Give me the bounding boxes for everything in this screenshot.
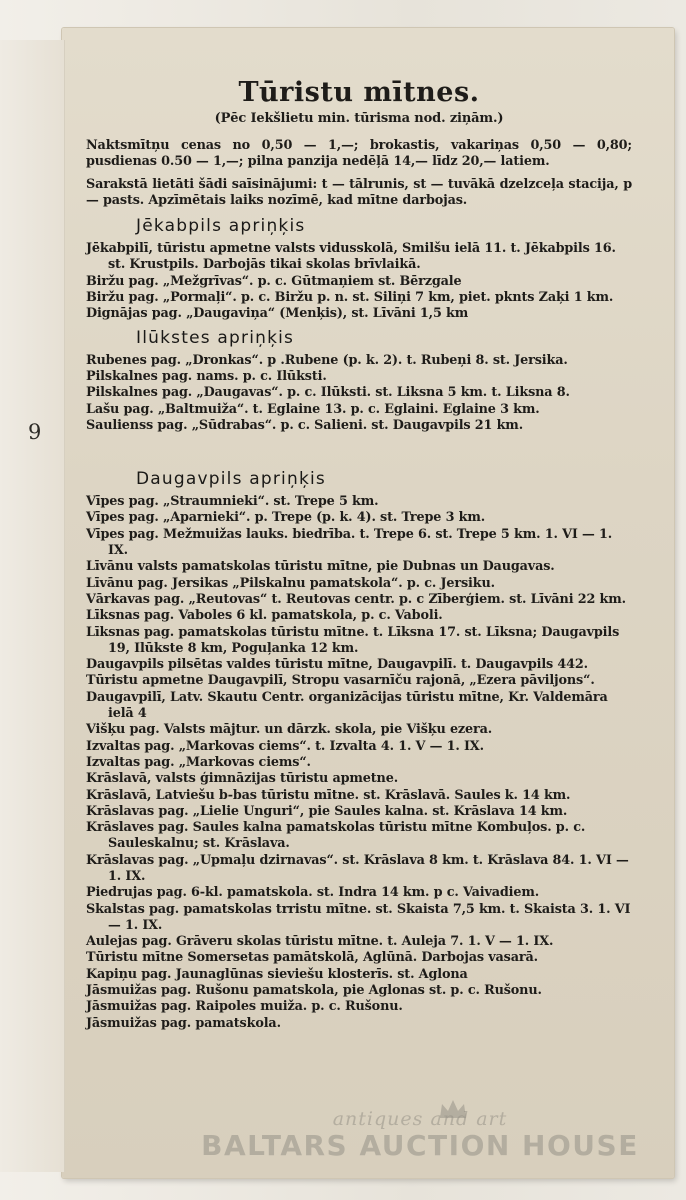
list-item: Tūristu apmetne Daugavpilī, Stropu vasarnīču rajonā, „Ezera pāviljons“. [86,673,595,689]
list-item: Izvaltas pag. „Markovas ciems“. [86,754,311,770]
list-item: Tūristu mītne Somersetas pamātskolā, Aglūnā. Darbojas vasarā. [86,950,538,966]
list-item: Višķu pag. Valsts mājtur. un dārzk. skola, pie Višķu ezera. [86,722,493,738]
watermark-brand: BALTARS AUCTION HOUSE [201,1129,639,1162]
list-item: Vīpes pag. Mežmuižas lauks. biedrība. t. Trepe 6. st. Trepe 5 km. 1. VI — 1. IX. [86,526,613,559]
list-item: Skalstas pag. pamatskolas trristu mītne. st. Skaista 7,5 km. t. Skaista 3. 1. VI — 1. IX. [86,901,631,933]
list-item: Biržu pag. „Mežgrīvas“. p. c. Gūtmaņiem st. Bērzgale [86,273,462,289]
list-item: Līksnas pag. Vaboles 6 kl. pamatskola, p. c. Vaboli. [86,608,443,624]
section-jekabpils [86,215,632,322]
list-item: Aulejas pag. Grāveru skolas tūristu mītne. t. Auleja 7. 1. V — 1. IX. [86,934,554,950]
list-item: Pilskalnes pag. nams. p. c. Ilūksti. [86,368,327,384]
list-item: Vīpes pag. „Aparnieki“. p. Trepe (p. k. 4). st. Trepe 3 km. [86,510,486,526]
section-ilukste [86,327,632,434]
section-heading: Daugavpils apriņķis [136,469,326,490]
list-item: Jēkabpilī, tūristu apmetne valsts vidusskolā, Smilšu ielā 11. t. Jēkabpils 16. st. Krustpils. Darbojās tikai skolas brīvlaikā. [86,241,616,273]
list-item: Pilskalnes pag. „Daugavas“. p. c. Ilūksti. st. Liksna 5 km. t. Liksna 8. [86,385,570,401]
list-item: Krāslavas pag. „Upmaļu dzirnavas“. st. Krāslava 8 km. t. Krāslava 84. 1. VI — 1. IX. [86,852,629,884]
list-item: Līvānu valsts pamatskolas tūristu mītne, pie Dubnas un Daugavas. [86,559,555,575]
intro-paragraph: Naktsmītņu cenas no 0,50 — 1,—; brokastis, vakariņas 0,50 — 0,80; pusdienas 0.50 — 1,—; pilna panzija nedēļā 14,— līdz 20,— latiem. [86,138,632,170]
list-item: Biržu pag. „Pormaļi“. p. c. Biržu p. n. st. Siliņi 7 km, piet. pknts Zaķi 1 km. [86,290,614,306]
section-heading: Ilūkstes apriņķis [136,327,295,348]
list-item: Līksnas pag. pamatskolas tūristu mītne. t. Līksna 17. st. Līksna; Daugavpils 19, Ilūkste 8 km, Poguļanka 12 km. [86,624,620,656]
list-item: Dignājas pag. „Daugaviņa“ (Menķis), st. Līvāni 1,5 km [86,306,469,322]
list-item: Rubenes pag. „Dronkas“. p .Rubene (p. k. 2). t. Rubeņi 8. st. Jersika. [86,352,568,368]
list-item: Vārkavas pag. „Reutovas“ t. Reutovas centr. p. c Zīberģiem. st. Līvāni 22 km. [86,591,626,607]
previous-page-edge [0,40,65,1172]
list-item: Kapiņu pag. Jaunaglūnas sieviešu klosterīs. st. Aglona [86,966,468,982]
watermark [170,1108,670,1162]
watermark-tagline: antiques and art [332,1108,508,1130]
list-item: Krāslaves pag. Saules kalna pamatskolas tūristu mītne Kombuļos. p. c. Sauleskalnu; st. Krāslava. [86,820,586,852]
page-title: Tūristu mītnes. [238,77,480,108]
section-daugavpils [86,468,632,1032]
list-item: Daugavpils pilsētas valdes tūristu mītne, Daugavpilī. t. Daugavpils 442. [86,657,588,673]
list-item: Lašu pag. „Baltmuiža“. t. Eglaine 13. p. c. Eglaini. Eglaine 3 km. [86,401,540,417]
page-subtitle: (Pēc Iekšlietu min. tūrisma nod. ziņām.) [214,111,504,126]
list-item: Krāslavā, Latviešu b-bas tūristu mītne. st. Krāslavā. Saules k. 14 km. [86,787,571,803]
list-item: Jāsmuižas pag. Rušonu pamatskola, pie Aglonas st. p. c. Rušonu. [86,983,542,999]
list-item: Jāsmuižas pag. pamatskola. [86,1015,281,1031]
list-item: Krāslavas pag. „Lielie Unguri“, pie Saules kalna. st. Krāslava 14 km. [86,803,568,819]
list-item: Krāslavā, valsts ģimnāzijas tūristu apmetne. [86,771,398,787]
list-item: Saulienss pag. „Sūdrabas“. p. c. Salieni. st. Daugavpils 21 km. [86,417,524,433]
list-item: Vīpes pag. „Straumnieki“. st. Trepe 5 km. [86,494,379,510]
list-item: Piedrujas pag. 6-kl. pamatskola. st. Indra 14 km. p c. Vaivadiem. [86,885,540,901]
list-item: Izvaltas pag. „Markovas ciems“. t. Izvalta 4. 1. V — 1. IX. [86,738,484,754]
list-item: Daugavpilī, Latv. Skautu Centr. organizācijas tūristu mītne, Kr. Valdemāra ielā 4 [86,689,608,722]
intro-paragraph: Sarakstā lietāti šādi saīsinājumi: t — tālrunis, st — tuvākā dzelzceļa stacija, p — pasts. Apzīmētais laiks nozīmē, kad mītne darbojas. [86,176,632,208]
list-item: Jāsmuižas pag. Raipoles muiža. p. c. Rušonu. [86,999,403,1015]
page-number: 9 [28,420,42,444]
document-content [86,76,632,1032]
list-item: Līvānu pag. Jersikas „Pilskalnu pamatskola“. p. c. Jersiku. [86,575,495,591]
section-heading: Jēkabpils apriņķis [136,216,306,237]
